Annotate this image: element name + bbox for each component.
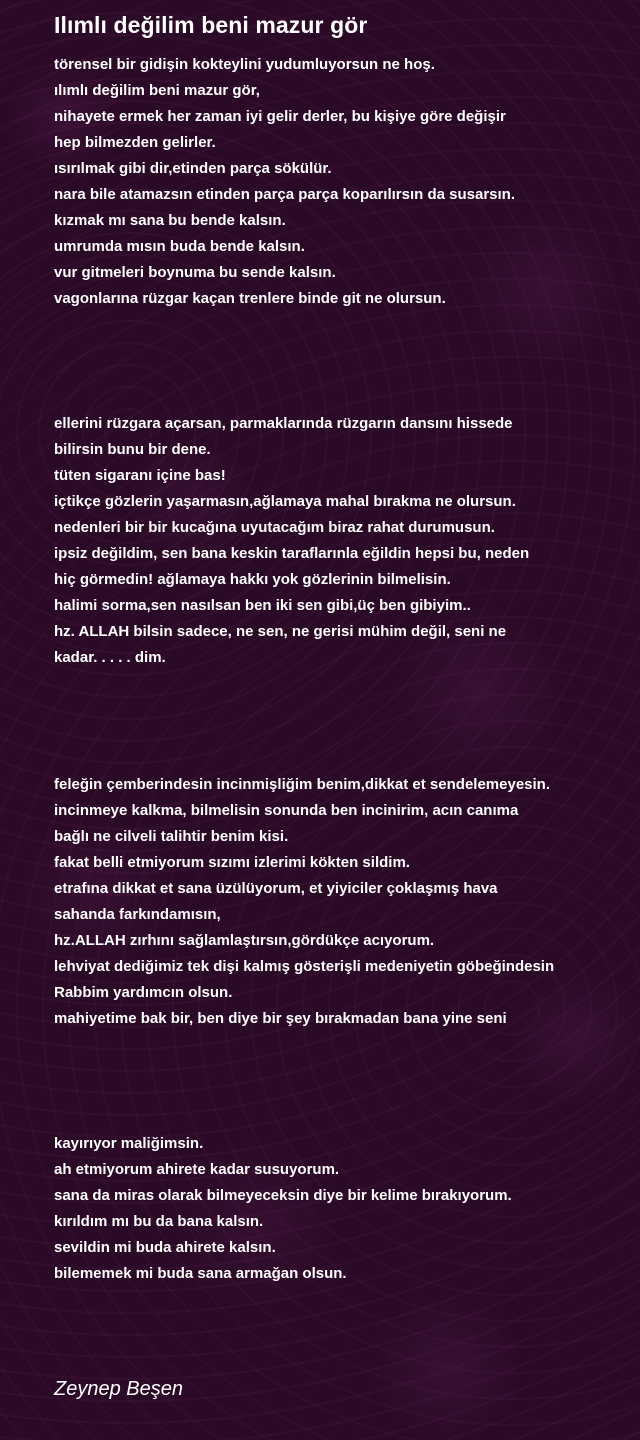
poem-line: halimi sorma,sen nasılsan ben iki sen gibi,üç ben gibiyim..: [54, 597, 471, 614]
author-name: Zeynep Beşen: [54, 1378, 183, 1400]
poem-line: ipsiz değildim, sen bana keskin taraflarınla eğildin hepsi bu, neden: [54, 545, 530, 562]
stanza-1: [54, 52, 634, 312]
poem-line: incinmeye kalkma, bilmelisin sonunda ben incinirim, acın canıma: [54, 802, 519, 819]
poem-line: umrumda mısın buda bende kalsın.: [54, 238, 305, 255]
poem-line: vur gitmeleri boynuma bu sende kalsın.: [54, 264, 336, 281]
stanza-4: [54, 1131, 634, 1287]
poem-line: nihayete ermek her zaman iyi gelir derler, bu kişiye göre değişir: [54, 108, 506, 125]
poem-line: sevildin mi buda ahirete kalsın.: [54, 1239, 276, 1256]
poem-line: mahiyetime bak bir, ben diye bir şey bırakmadan bana yine seni: [54, 1010, 507, 1027]
poem-line: etrafına dikkat et sana üzülüyorum, et yiyiciler çoklaşmış hava: [54, 880, 498, 897]
poem-line: nara bile atamazsın etinden parça parça koparılırsın da susarsın.: [54, 186, 516, 203]
poem-line: hep bilmezden gelirler.: [54, 134, 216, 151]
poem-line: kadar. . . . . dim.: [54, 649, 166, 666]
poem-line: ılımlı değilim beni mazur gör,: [54, 82, 260, 99]
poem-line: fakat belli etmiyorum sızımı izlerimi kökten sildim.: [54, 854, 410, 871]
poem-line: Rabbim yardımcın olsun.: [54, 984, 233, 1001]
poem-line: hz.ALLAH zırhını sağlamlaştırsın,gördükçe acıyorum.: [54, 932, 435, 949]
poem-line: bilememek mi buda sana armağan olsun.: [54, 1265, 347, 1282]
poem-line: ısırılmak gibi dir,etinden parça sökülür.: [54, 160, 332, 177]
poem-line: törensel bir gidişin kokteylini yudumluyorsun ne hoş.: [54, 56, 435, 73]
poem-line: kayırıyor maliğimsin.: [54, 1135, 204, 1152]
poem-line: ah etmiyorum ahirete kadar susuyorum.: [54, 1161, 340, 1178]
poem-line: ellerini rüzgara açarsan, parmaklarında rüzgarın dansını hissede: [54, 415, 513, 432]
poem-line: nedenleri bir bir kucağına uyutacağım biraz rahat durumusun.: [54, 519, 495, 536]
poem-line: içtikçe gözlerin yaşarmasın,ağlamaya mahal bırakma ne olursun.: [54, 493, 516, 510]
poem-line: vagonlarına rüzgar kaçan trenlere binde git ne olursun.: [54, 290, 446, 307]
stanza-2: [54, 411, 634, 671]
poem-line: tüten sigaranı içine bas!: [54, 467, 226, 484]
poem-line: bağlı ne cilveli talihtir benim kisi.: [54, 828, 289, 845]
stanza-3: [54, 772, 634, 1032]
poem-line: kızmak mı sana bu bende kalsın.: [54, 212, 286, 229]
poem-line: bilirsin bunu bir dene.: [54, 441, 211, 458]
poem-line: hiç görmedin! ağlamaya hakkı yok gözlerinin bilmelisin.: [54, 571, 451, 588]
poem-line: kırıldım mı bu da bana kalsın.: [54, 1213, 264, 1230]
poem-line: feleğin çemberindesin incinmişliğim benim,dikkat et sendelemeyesin.: [54, 776, 550, 793]
poem-line: sahanda farkındamısın,: [54, 906, 221, 923]
poem-line: hz. ALLAH bilsin sadece, ne sen, ne gerisi mühim değil, seni ne: [54, 623, 507, 640]
poem-title: Ilımlı değilim beni mazur gör: [54, 12, 368, 38]
poem-line: lehviyat dediğimiz tek dişi kalmış gösterişli medeniyetin göbeğindesin: [54, 958, 555, 975]
poem-line: sana da miras olarak bilmeyeceksin diye bir kelime bırakıyorum.: [54, 1187, 512, 1204]
